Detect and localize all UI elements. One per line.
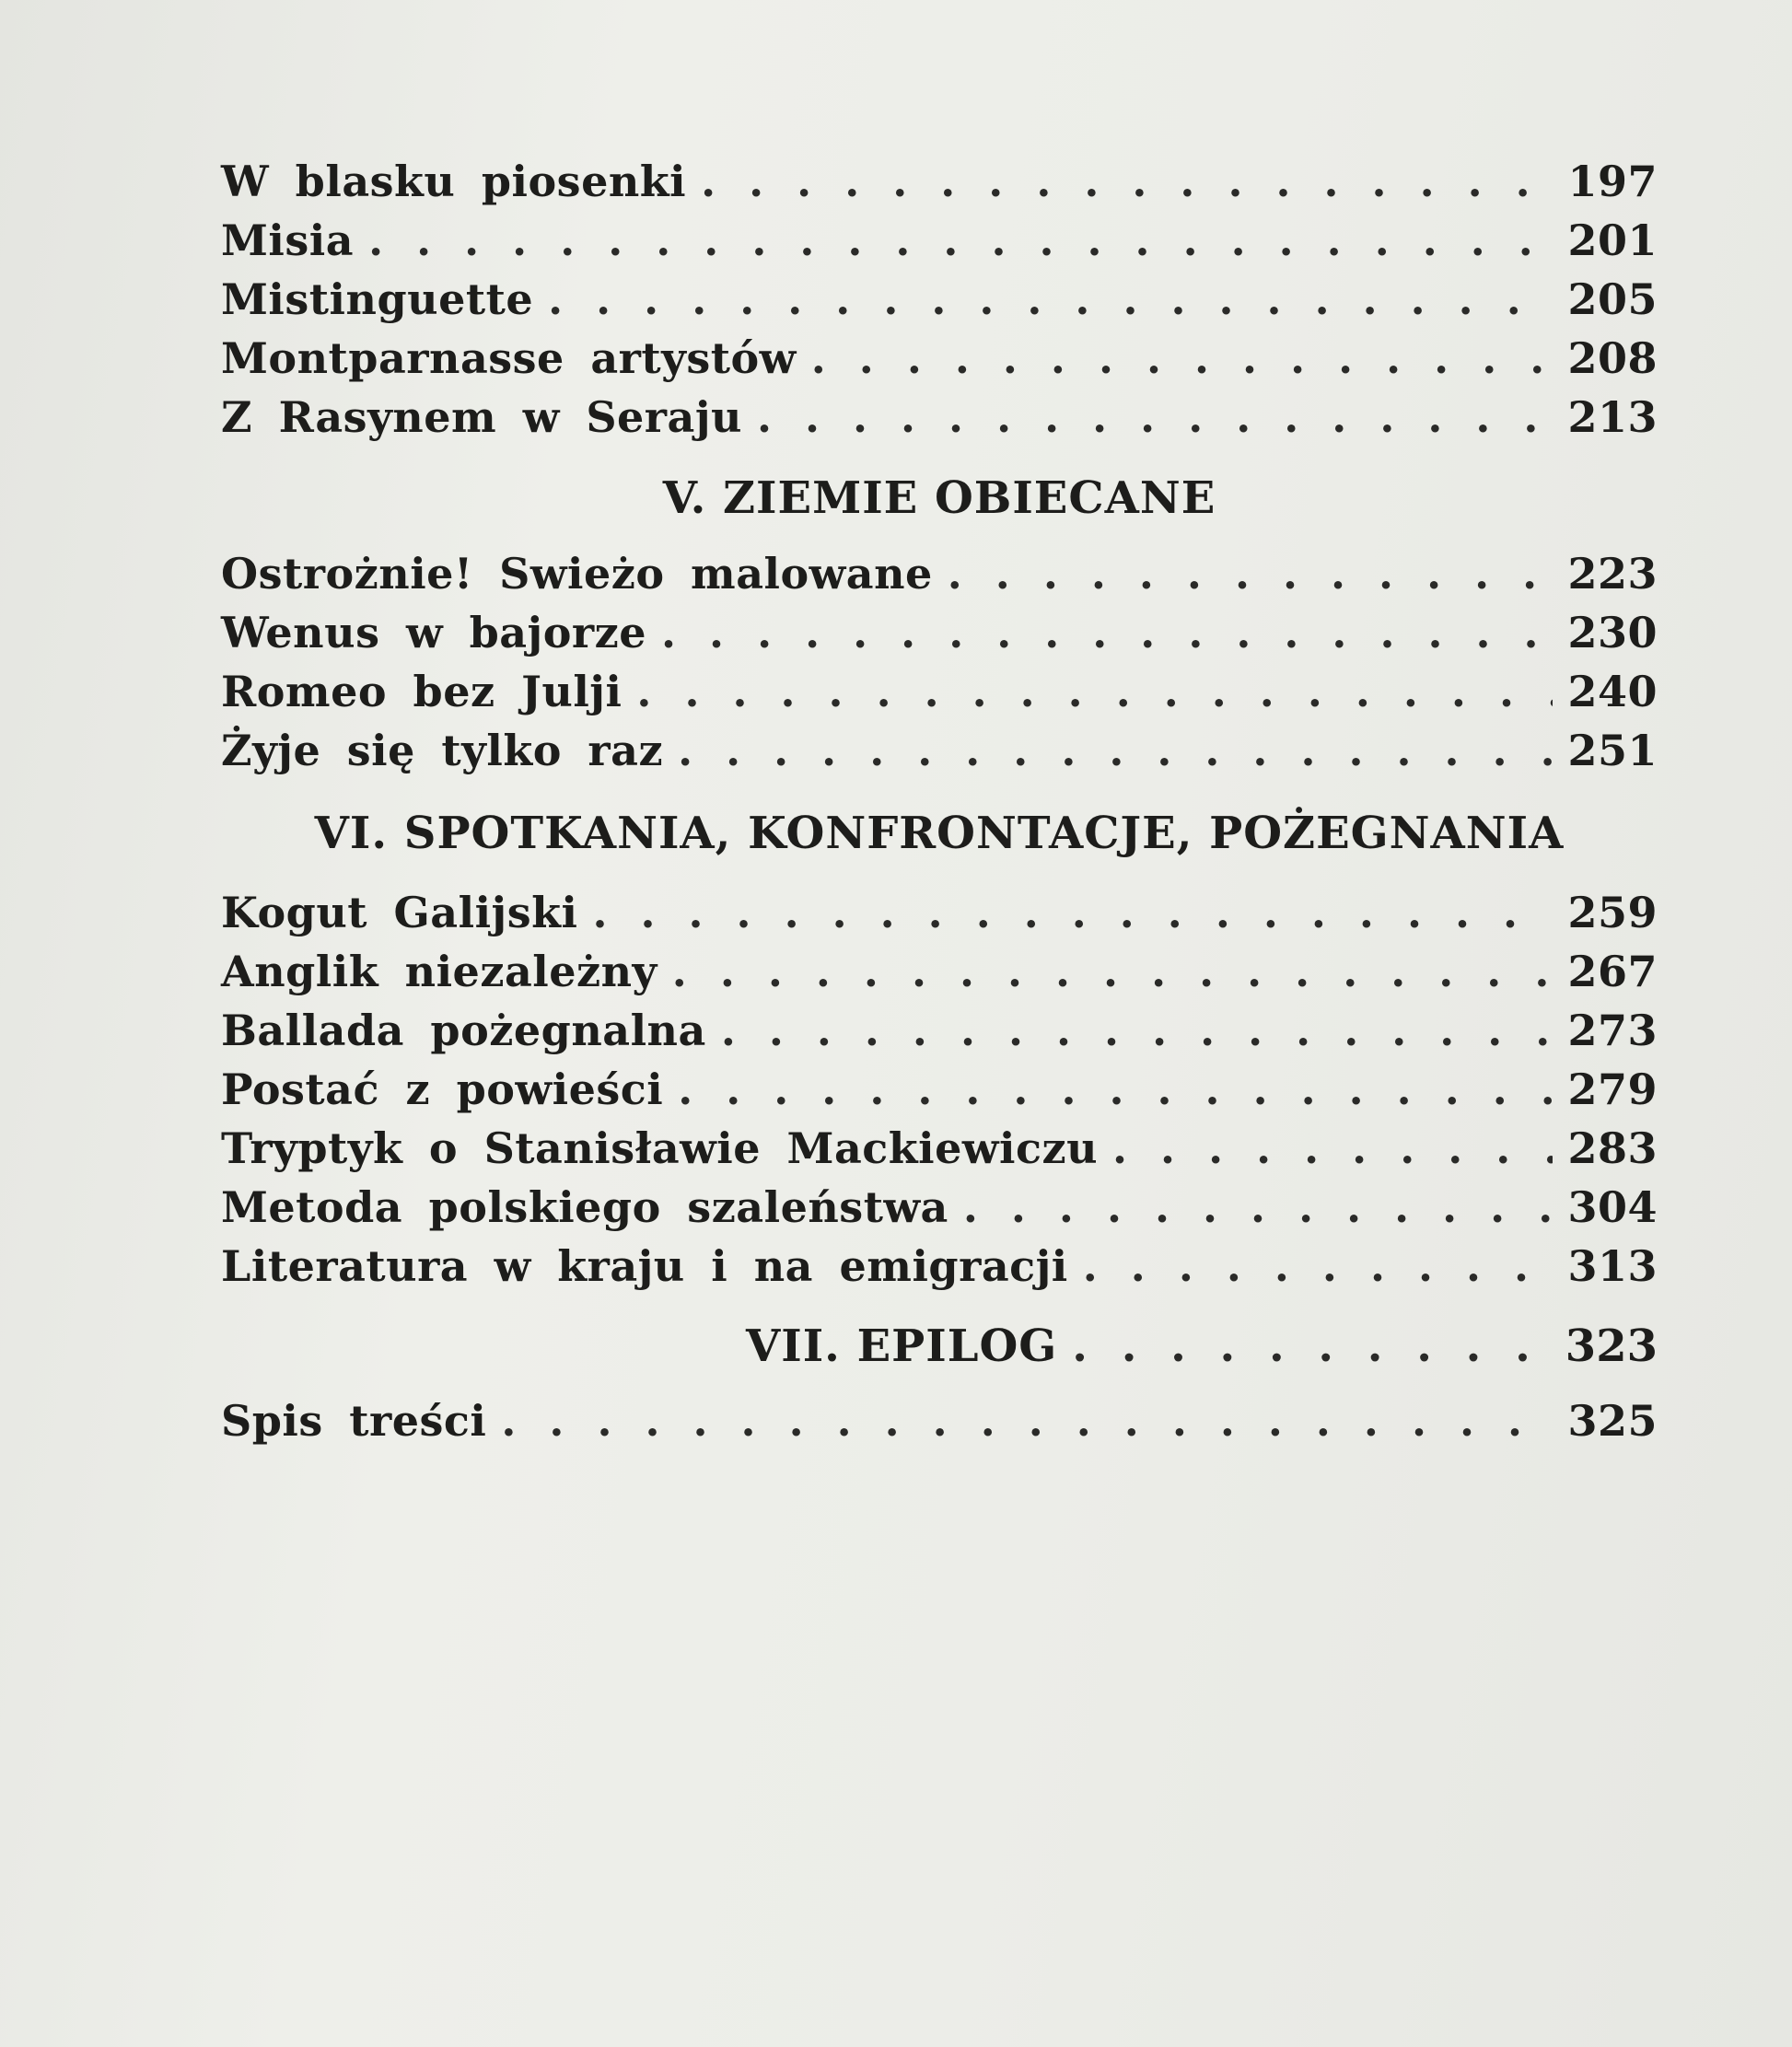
toc-entry [221, 157, 1658, 215]
toc-entry-page: 197 [1567, 157, 1658, 206]
dot-leader [721, 1006, 1553, 1055]
toc-entry-page: 304 [1567, 1182, 1658, 1232]
toc-entry [221, 1123, 1658, 1182]
toc-entry-title: Spis treści [221, 1396, 487, 1446]
toc-entry [221, 726, 1658, 785]
toc-entry-title: Kogut Galijski [221, 888, 578, 937]
toc-entry-page: 223 [1567, 549, 1658, 599]
toc-entry-page: 325 [1567, 1396, 1658, 1446]
dot-leader [963, 1182, 1553, 1232]
toc-entry [221, 1182, 1658, 1241]
dot-leader [1072, 1320, 1551, 1372]
dot-leader [1083, 1241, 1553, 1291]
toc-entry [221, 667, 1658, 726]
section-heading-v: V. ZIEMIE OBIECANE [662, 472, 1216, 524]
dot-leader [948, 549, 1553, 599]
dot-leader [672, 947, 1553, 996]
toc-entry-page: 208 [1567, 333, 1658, 383]
toc-entry [221, 888, 1658, 947]
toc-entry-title: Metoda polskiego szaleństwa [221, 1182, 948, 1232]
dot-leader [636, 667, 1553, 716]
toc-entry-page: 205 [1567, 274, 1658, 324]
toc-entry-page: 267 [1567, 947, 1658, 996]
dot-leader [592, 888, 1553, 937]
toc-entry-title: Misia [221, 215, 355, 265]
dot-leader [1112, 1123, 1553, 1173]
dot-leader [757, 392, 1553, 442]
toc-entry-title: Postać z powieści [221, 1064, 664, 1114]
toc-entry-page: 279 [1567, 1064, 1658, 1114]
toc-entry-title: Wenus w bajorze [221, 608, 647, 657]
toc-entry [221, 392, 1658, 451]
toc-entry [221, 1006, 1658, 1064]
toc-entry [221, 608, 1658, 667]
toc-entry-page: 213 [1567, 392, 1658, 442]
toc-entry-contents [221, 1396, 1658, 1455]
epilog-page: 323 [1565, 1320, 1658, 1372]
toc-entry [221, 333, 1658, 392]
dot-leader [701, 157, 1553, 206]
toc-entry-page: 240 [1567, 667, 1658, 716]
toc-entry-page: 259 [1567, 888, 1658, 937]
toc-entry-title: Romeo bez Julji [221, 667, 623, 716]
toc-entry-title: Ballada pożegnalna [221, 1006, 706, 1055]
epilog-title: VII. EPILOG [746, 1320, 1058, 1372]
toc-entry-page: 313 [1567, 1241, 1658, 1291]
toc-entry-title: Montparnasse artystów [221, 333, 797, 383]
dot-leader [661, 608, 1553, 657]
table-of-contents [221, 157, 1658, 1455]
toc-entry-title: Z Rasynem w Seraju [221, 392, 742, 442]
toc-entry-page: 273 [1567, 1006, 1658, 1055]
dot-leader [501, 1396, 1553, 1446]
toc-entry-page: 251 [1567, 726, 1658, 775]
toc-entry [221, 215, 1658, 274]
toc-entry-title: Anglik niezależny [221, 947, 657, 996]
toc-entry-title: Mistinguette [221, 274, 534, 324]
toc-entry-page: 283 [1567, 1123, 1658, 1173]
toc-entry [221, 947, 1658, 1006]
toc-entry-title: Tryptyk o Stanisławie Mackiewiczu [221, 1123, 1099, 1173]
dot-leader [811, 333, 1553, 383]
toc-entry [221, 274, 1658, 333]
dot-leader [678, 1064, 1553, 1114]
toc-entry-title: Literatura w kraju i na emigracji [221, 1241, 1068, 1291]
toc-entry [221, 1241, 1658, 1300]
dot-leader [368, 215, 1553, 265]
toc-entry-title: Żyje się tylko raz [221, 726, 664, 775]
toc-entry [221, 549, 1658, 608]
section-heading-vi: VI. SPOTKANIA, KONFRONTACJE, POŻEGNANIA [314, 808, 1565, 859]
toc-entry-page: 201 [1567, 215, 1658, 265]
toc-entry [221, 1064, 1658, 1123]
toc-entry-page: 230 [1567, 608, 1658, 657]
toc-entry-title: Ostrożnie! Swieżo malowane [221, 549, 933, 599]
dot-leader [678, 726, 1553, 775]
section-heading-vii [221, 1320, 1658, 1394]
dot-leader [548, 274, 1553, 324]
toc-entry-title: W blasku piosenki [221, 157, 687, 206]
